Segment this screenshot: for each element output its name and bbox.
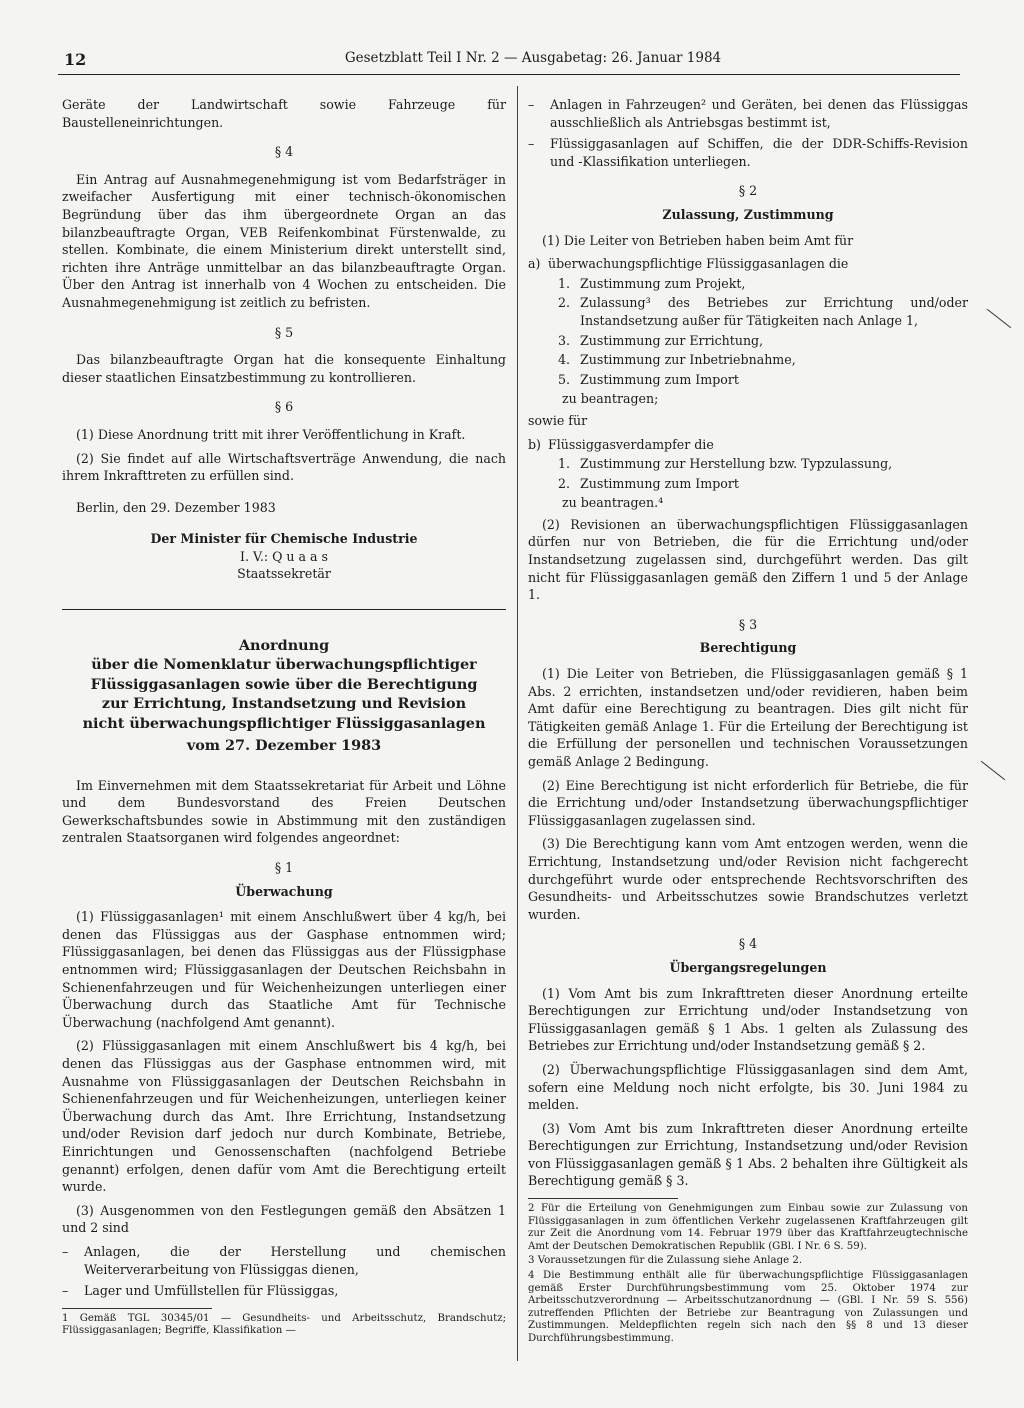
list-item-text: Anlagen, die der Herstellung und chemischen Weiterverarbeitung von Flüssiggas dienen, [84, 1243, 506, 1277]
preamble: Im Einvernehmen mit dem Staatssekretariat für Arbeit und Löhne und dem Bundesvorstand des Freien Deutschen Gewerkschaftsbundes sowie in Abstimmung mit den zuständigen zentralen Staatsorganen wird folgendes angeordnet: [62, 777, 506, 846]
numbered-item [558, 455, 968, 473]
paragraph: (2) Sie findet auf alle Wirtschaftsverträge Anwendung, die nach ihrem Inkrafttreten zu erfüllen sind. [62, 450, 506, 484]
paragraph: Das bilanzbeauftragte Organ hat die konsequente Einhaltung dieser staatlichen Einsatzbestimmung zu kontrollieren. [62, 352, 506, 385]
paragraph: (1) Vom Amt bis zum Inkrafttreten dieser Anordnung erteilte Berechtigungen zur Errichtung und/oder Instandsetzung von Flüssiggasanlagen gemäß § 1 Abs. 1 gelten als Zulassung des Betriebes zur Errichtung und/oder Instandsetzung gemäß § 2. [528, 985, 968, 1054]
numbered-item [558, 475, 968, 493]
section-title: Überwachung [235, 883, 333, 899]
section-heading: § 4 [738, 936, 758, 952]
title-line: Flüssiggasanlagen sowie über die Berechtigung [90, 675, 478, 693]
numbered-item-text: Zustimmung zum Import [580, 371, 739, 387]
paragraph: Ein Antrag auf Ausnahmegenehmigung ist vom Bedarfsträger in zweifacher Ausfertigung mit einer technisch-ökonomischen Begründung über das ihm übergeordnete Organ an das bilanzbeauftragte Organ, VEB Reifenkombinat Fürstenwalde, zu stellen. Kombinate, die einem Ministerium direkt unterstellt sind, richten ihre Anträge unmittelbar an das bilanzbeauftragte Organ. Über den Antrag ist innerhalb von 4 Wochen zu entscheiden. Die Ausnahmegenehmigung ist zeitlich zu befristen. [62, 171, 506, 310]
paragraph: (3) Die Berechtigung kann vom Amt entzogen werden, wenn die Errichtung, Instandsetzung und/oder Revision nicht fachgerecht durchgeführt wurde oder entsprechende Rechtsvorschriften des Gesundheits- und Arbeitsschutzes sowie Brandschutzes verletzt wurden. [528, 836, 968, 922]
list-item-text: Anlagen in Fahrzeugen² und Geräten, bei denen das Flüssiggas ausschließlich als Antriebsgas bestimmt ist, [550, 97, 968, 130]
section-heading: § 1 [274, 860, 294, 876]
right-column [528, 96, 968, 1348]
numbered-item-text: Zulassung³ des Betriebes zur Errichtung und/oder Instandsetzung außer für Tätigkeiten nach Anlage 1, [580, 295, 968, 328]
list-continuation: zu beantragen.⁴ [562, 495, 664, 511]
dash-marker: – [62, 1243, 69, 1259]
header-rule [58, 74, 960, 75]
footnote: 4 Die Bestimmung enthält alle für überwachungspflichtige Flüssiggasanlagen gemäß Erster Durchführungsbestimmung vom 25. Oktober 1974 zur Arbeitsschutzverordnung — Arbeitsschutzanordnung — (GBl. I Nr. 59 S. 556) zutreffenden Pflichten der Betriebe zur Beantragung von Zulassungen und Zustimmungen. Meldepflichten regeln sich nach den §§ 8 und 13 dieser Durchführungsbestimmung. [528, 1270, 968, 1344]
paragraph: (1) Flüssiggasanlagen¹ mit einem Anschlußwert über 4 kg/h, bei denen das Flüssiggas aus der Gasphase entnommen wird; Flüssiggasanlagen, bei denen das Flüssiggas aus der Flüssigphase entnommen wird; Flüssiggasanlagen der Deutschen Reichsbahn in Schienenfahrzeugen und für Weichenheizungen unterliegen einer Überwachung durch das Staatliche Amt für Technische Überwachung (nachfolgend Amt genannt). [62, 909, 506, 1030]
paragraph: (2) Flüssiggasanlagen mit einem Anschlußwert bis 4 kg/h, bei denen das Flüssiggas aus der Gasphase entnommen wird, mit Ausnahme von Flüssiggasanlagen der Deutschen Reichsbahn in Schienenfahrzeugen und für Weichenheizungen, unterliegen keiner Überwachung durch das Amt. Ihre Errichtung, Instandsetzung und/oder Revision darf jedoch nur durch Kombinate, Betriebe, Einrichtungen und Genossenschaften (nachfolgend Betriebe genannt) erfolgen, denen dafür vom Amt die Berechtigung erteilt wurde. [62, 1038, 506, 1195]
margin-mark [981, 761, 1005, 780]
running-head: Gesetzblatt Teil I Nr. 2 — Ausgabetag: 26. Januar 1984 [344, 50, 722, 66]
numbered-item-text: Zustimmung zur Inbetriebnahme, [580, 352, 796, 368]
title-line: nicht überwachungspflichtiger Flüssiggasanlagen [82, 714, 486, 732]
list-continuation: zu beantragen; [562, 391, 659, 407]
number-marker: 4. [558, 352, 571, 368]
ordinance-date: vom 27. Dezember 1983 [186, 737, 382, 755]
sub-item-a [528, 255, 968, 273]
section-heading: § 6 [274, 399, 294, 415]
sub-item-text: Flüssiggasverdampfer die [548, 436, 714, 452]
footnote-rule [62, 1308, 212, 1309]
margin-mark [987, 309, 1011, 328]
place-date: Berlin, den 29. Dezember 1983 [76, 499, 276, 515]
section-title: Übergangsregelungen [669, 959, 827, 975]
title-line: Anordnung [238, 637, 330, 655]
sub-item-text: überwachungspflichtige Flüssiggasanlagen die [548, 256, 849, 272]
section-heading: § 5 [274, 324, 294, 340]
number-marker: 1. [558, 456, 571, 472]
column-divider [517, 86, 518, 1361]
numbered-item [558, 371, 968, 389]
paragraph: (1) Die Leiter von Betrieben haben beim Amt für [542, 232, 854, 248]
dash-marker: – [528, 97, 535, 112]
section-heading: § 2 [738, 183, 758, 199]
numbered-item [558, 294, 968, 329]
numbered-item [558, 332, 968, 350]
dash-marker: – [62, 1283, 69, 1299]
title-line: zur Errichtung, Instandsetzung und Revision [101, 695, 467, 713]
list-item [528, 96, 968, 131]
left-column [62, 96, 506, 1340]
paragraph: (2) Eine Berechtigung ist nicht erforderlich für Betriebe, die für die Errichtung und/oder Instandsetzung überwachungspflichtiger Flüssiggasanlagen zugelassen sind. [528, 777, 968, 828]
separator-rule [62, 609, 506, 610]
dash-marker: – [528, 136, 535, 152]
number-marker: 2. [558, 295, 571, 311]
paragraph: (2) Überwachungspflichtige Flüssiggasanlagen sind dem Amt, sofern eine Meldung noch nicht erfolgte, bis 30. Juni 1984 zu melden. [528, 1061, 968, 1113]
footnote-rule [528, 1198, 678, 1199]
section-heading: § 4 [274, 144, 294, 160]
ordinance-title [62, 636, 506, 733]
footnote: 2 Für die Erteilung von Genehmigungen zum Einbau sowie zur Zulassung von Flüssiggasanlagen in zum öffentlichen Verkehr zugelassenen Kraftfahrzeugen gilt zur Zeit die Anordnung vom 14. Februar 1979 über das Kraftfahrzeugtechnische Amt der Deutschen Demokratischen Republik (GBl. I Nr. 6 S. 59). [528, 1203, 968, 1252]
numbered-item [558, 275, 968, 293]
minister-line: Der Minister für Chemische Industrie [150, 531, 418, 547]
paragraph: (3) Vom Amt bis zum Inkrafttreten dieser Anordnung erteilte Berechtigungen zur Errichtung, Instandsetzung und/oder Revision von Flüssiggasanlagen gemäß § 1 Abs. 2 behalten ihre Gültigkeit als Berechtigung gemäß § 3. [528, 1120, 968, 1189]
number-marker: 1. [558, 275, 571, 291]
list-item [62, 1282, 506, 1300]
numbered-item-text: Zustimmung zum Import [580, 475, 739, 491]
paragraph: (2) Revisionen an überwachungspflichtigen Flüssiggasanlagen dürfen nur von Betrieben, die für die Errichtung und/oder Instandsetzung zugelassen sind, durchgeführt werden. Das gilt nicht für Flüssiggasanlagen gemäß den Ziffern 1 und 5 der Anlage 1. [528, 516, 968, 603]
paragraph: Geräte der Landwirtschaft sowie Fahrzeuge für Baustelleneinrichtungen. [62, 97, 506, 130]
section-title: Berechtigung [699, 640, 797, 656]
paragraph: (1) Diese Anordnung tritt mit ihrer Veröffentlichung in Kraft. [76, 426, 466, 442]
paragraph: (3) Ausgenommen von den Festlegungen gemäß den Absätzen 1 und 2 sind [62, 1202, 506, 1236]
numbered-item-text: Zustimmung zum Projekt, [580, 275, 746, 291]
sub-item-b [528, 436, 968, 454]
page-header [58, 50, 1008, 72]
section-title: Zulassung, Zustimmung [662, 206, 834, 222]
list-item [62, 1243, 506, 1278]
number-marker: 3. [558, 332, 571, 348]
section-heading: § 3 [738, 616, 758, 632]
numbered-item-text: Zustimmung zur Errichtung, [580, 332, 764, 348]
list-item-text: Flüssiggasanlagen auf Schiffen, die der DDR-Schiffs-Revision und -Klassifikation unterliegen. [550, 136, 968, 169]
footnote: 1 Gemäß TGL 30345/01 — Gesundheits- und Arbeitsschutz, Brandschutz; Flüssiggasanlagen; Begriffe, Klassifikation — [62, 1312, 506, 1337]
sub-marker: b) [528, 436, 541, 452]
list-item [528, 135, 968, 170]
paragraph: sowie für [528, 412, 588, 428]
numbered-item [558, 351, 968, 369]
page-number: 12 [64, 50, 87, 69]
sub-marker: a) [528, 256, 541, 272]
paragraph: (1) Die Leiter von Betrieben, die Flüssiggasanlagen gemäß § 1 Abs. 2 errichten, instandsetzen und/oder revidieren, haben beim Amt dafür eine Berechtigung zu beantragen. Dies gilt nicht für Tätigkeiten gemäß Anlage 1. Für die Erteilung der Berechtigung ist die Erfüllung der personellen und technischen Voraussetzungen gemäß Anlage 2 Bedingung. [528, 666, 968, 769]
deputy-line: I. V.: Q u a a s [239, 548, 329, 564]
numbered-item-text: Zustimmung zur Herstellung bzw. Typzulassung, [580, 456, 893, 472]
title-line: über die Nomenklatur überwachungspflichtiger [91, 656, 477, 674]
list-item-text: Lager und Umfüllstellen für Flüssiggas, [84, 1283, 339, 1299]
footnote: 3 Voraussetzungen für die Zulassung siehe Anlage 2. [528, 1255, 803, 1267]
number-marker: 2. [558, 475, 571, 491]
deputy-role: Staatssekretär [237, 566, 331, 582]
number-marker: 5. [558, 371, 571, 387]
